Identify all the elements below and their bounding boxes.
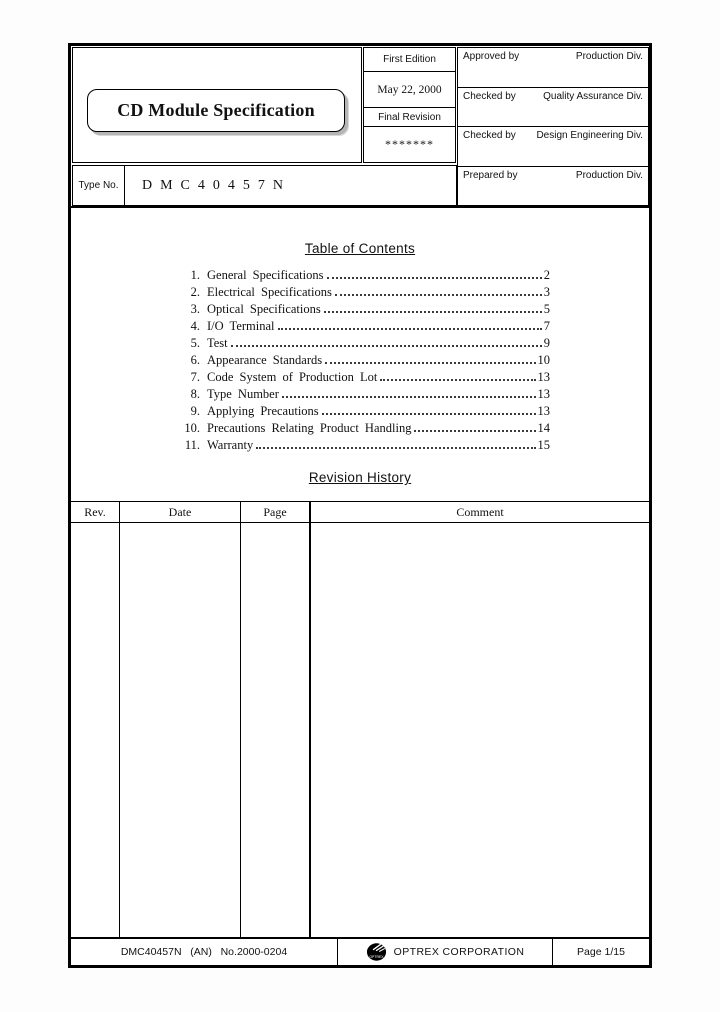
toc-entry: [175, 336, 550, 353]
toc-heading: Table of Contents: [304, 241, 416, 256]
toc-entry-page: 15: [537, 438, 550, 452]
revision-col-rev: Rev.: [71, 502, 120, 522]
toc-entry-title: Precautions Relating Product Handling: [207, 421, 412, 435]
toc-dot-leader: [282, 396, 536, 398]
revision-col-page: Page: [241, 502, 311, 522]
final-revision-value: *******: [385, 137, 434, 151]
optrex-logo-icon: [366, 942, 387, 962]
toc-entry-number: 11.: [184, 438, 200, 452]
page-footer: [71, 937, 649, 965]
toc-entry-title: I/O Terminal: [207, 319, 275, 333]
toc-entry-title: Applying Precautions: [207, 404, 319, 418]
footer-doc-number: DMC40457N (AN) No.2000-0204: [71, 939, 338, 965]
toc-entry: [175, 285, 550, 302]
toc-entry-page: 13: [537, 404, 550, 418]
approval-role: Approved by: [463, 51, 520, 62]
revision-table-body-empty: [71, 523, 649, 939]
approval-division: Quality Assurance Div.: [543, 90, 643, 102]
toc-entry-page: 2: [543, 268, 550, 282]
toc-entry: [175, 438, 550, 455]
approval-division: Production Div.: [575, 169, 643, 181]
toc-entry-number: 1.: [190, 268, 200, 282]
toc-entry-number: 10.: [184, 421, 200, 435]
toc-entry: [175, 387, 550, 404]
type-no-label: Type No.: [73, 166, 125, 205]
toc-entry-page: 3: [543, 285, 550, 299]
final-revision-label: Final Revision: [364, 108, 455, 127]
approval-role: Prepared by: [463, 169, 518, 181]
type-no-row: [72, 165, 457, 206]
toc-entry-page: 10: [537, 353, 550, 367]
footer-page-indicator: Page 1/15: [577, 946, 625, 958]
toc-entry-number: 8.: [190, 387, 200, 401]
toc-entry-title: Electrical Specifications: [207, 285, 332, 299]
type-no-value: DMC40457N: [142, 177, 292, 193]
approval-row-checked-design: [458, 127, 648, 167]
revision-col-comment: Comment: [456, 504, 504, 519]
approval-role: Checked by: [463, 130, 516, 141]
toc-entry-number: 3.: [190, 302, 200, 316]
toc-entry: [175, 421, 550, 438]
approval-row-approved: [458, 48, 648, 88]
toc-entry-number: 4.: [190, 319, 200, 333]
toc-dot-leader: [327, 277, 542, 279]
toc-entry-title: Code System of Production Lot: [207, 370, 378, 384]
footer-company-name: OPTREX CORPORATION: [393, 946, 525, 958]
footer-company-cell: [338, 939, 553, 965]
toc-entry-title: Appearance Standards: [207, 353, 323, 367]
toc-dot-leader: [335, 294, 542, 296]
toc-entry: [175, 319, 550, 336]
toc-entry: [175, 268, 550, 285]
toc-dot-leader: [324, 311, 542, 313]
document-sheet: [68, 43, 652, 968]
toc-entry-title: General Specifications: [207, 268, 324, 282]
header-title-box: [72, 47, 362, 163]
approval-row-prepared: [458, 167, 648, 206]
revision-table-header: [71, 501, 649, 523]
toc-dot-leader: [380, 379, 535, 381]
revision-history-heading: Revision History: [308, 470, 412, 485]
document-title: CD Module Specification: [117, 100, 315, 120]
toc-dot-leader: [322, 413, 536, 415]
toc-entry-title: Type Number: [207, 387, 279, 401]
toc-entry-title: Optical Specifications: [207, 302, 321, 316]
revision-col-date: Date: [120, 502, 241, 522]
toc-dot-leader: [278, 328, 542, 330]
first-edition-label: First Edition: [364, 48, 455, 72]
approval-division: Design Engineering Div.: [536, 130, 643, 141]
toc-entry-number: 7.: [190, 370, 200, 384]
toc-entry-title: Warranty: [207, 438, 254, 452]
toc-entry-title: Test: [207, 336, 228, 350]
first-edition-date: May 22, 2000: [364, 72, 455, 108]
toc-entry-number: 2.: [190, 285, 200, 299]
toc-entry-page: 13: [537, 370, 550, 384]
toc-entry: [175, 353, 550, 370]
toc-entry-page: 13: [537, 387, 550, 401]
approval-block: [457, 47, 649, 206]
toc-entry-number: 6.: [190, 353, 200, 367]
toc-entry: [175, 404, 550, 421]
toc-entry-number: 9.: [190, 404, 200, 418]
toc-dot-leader: [414, 430, 535, 432]
revision-body-col-comment: [311, 523, 649, 939]
approval-division: Production Div.: [575, 51, 643, 62]
toc-entry-number: 5.: [190, 336, 200, 350]
main-content-box: [71, 206, 649, 937]
toc-entry: [175, 370, 550, 387]
revision-body-col-rev: [71, 523, 120, 939]
table-of-contents: [175, 268, 550, 455]
document-title-badge: [87, 89, 345, 132]
revision-body-col-page: [241, 523, 311, 939]
approval-row-checked-qa: [458, 88, 648, 128]
edition-block: [363, 47, 456, 163]
toc-entry-page: 9: [543, 336, 550, 350]
svg-text:OPTREX: OPTREX: [369, 955, 384, 960]
revision-body-col-date: [120, 523, 241, 939]
toc-entry-page: 7: [543, 319, 550, 333]
toc-dot-leader: [256, 447, 535, 449]
toc-dot-leader: [231, 345, 542, 347]
toc-entry: [175, 302, 550, 319]
toc-entry-page: 5: [543, 302, 550, 316]
toc-dot-leader: [325, 362, 535, 364]
approval-role: Checked by: [463, 90, 516, 102]
toc-entry-page: 14: [537, 421, 550, 435]
